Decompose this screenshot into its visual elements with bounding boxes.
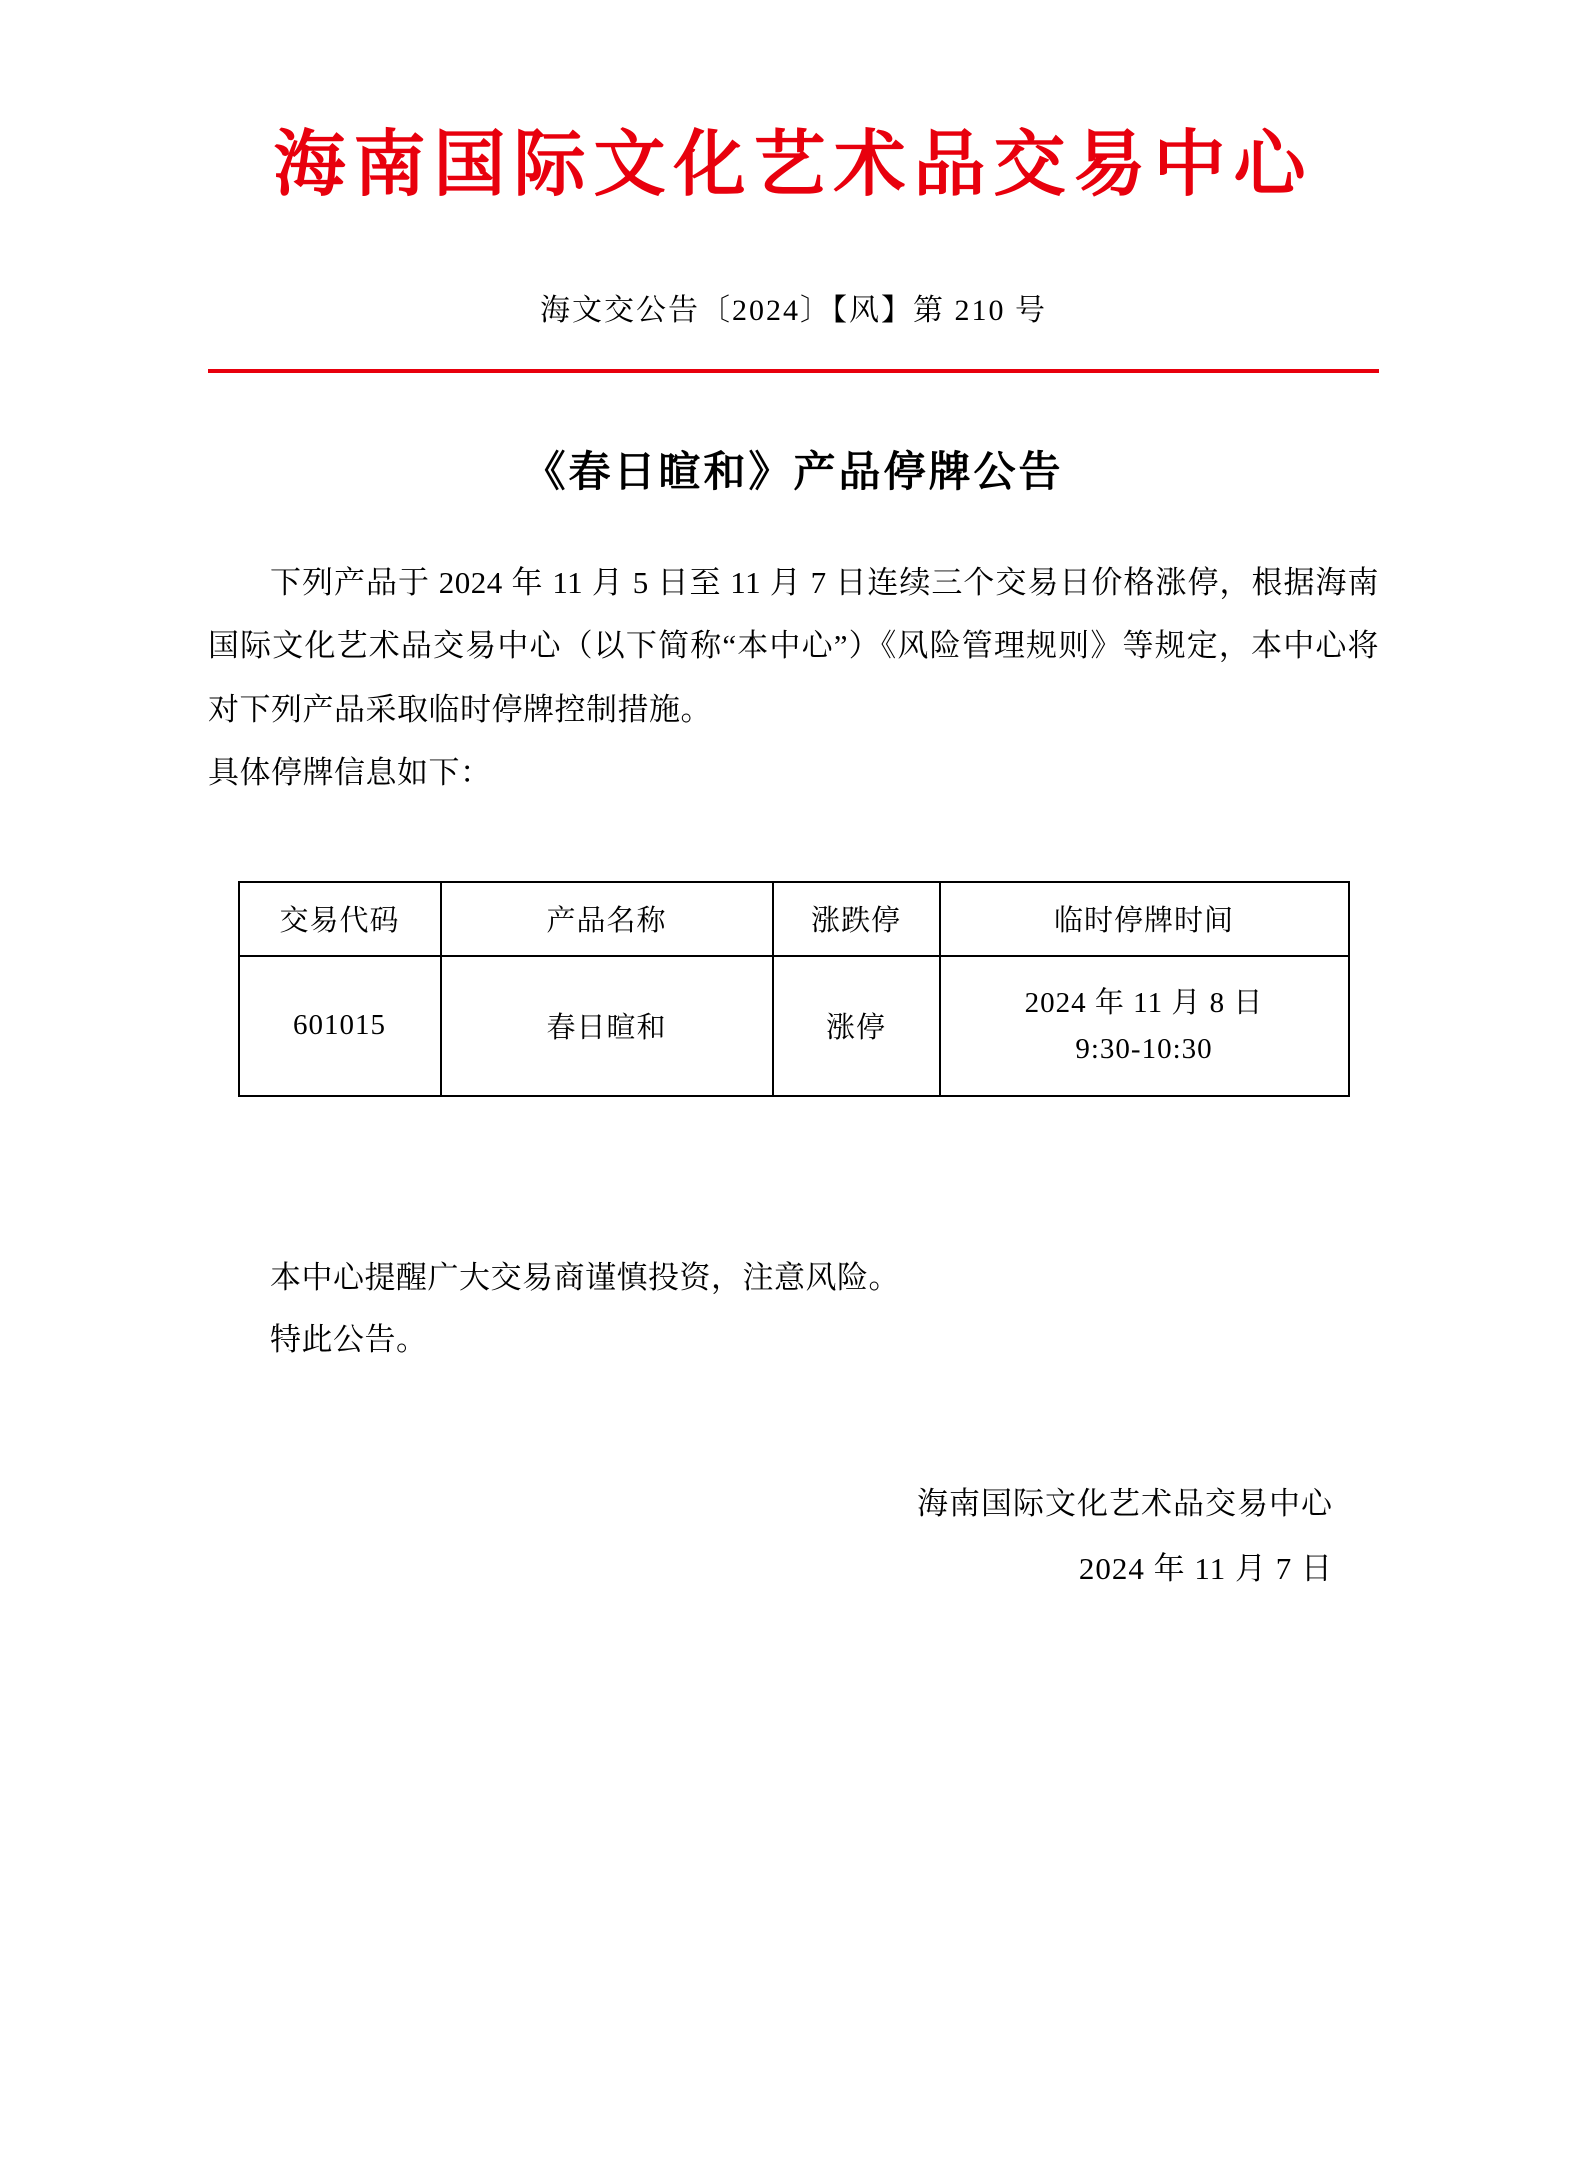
closing-line-1: 本中心提醒广大交易商谨慎投资，注意风险。 — [270, 1259, 900, 1295]
signature-date: 2024 年 11 月 7 日 — [1078, 1551, 1333, 1587]
table-header-product-name: 产品名称 — [441, 882, 773, 956]
cell-product-name: 春日暄和 — [441, 956, 773, 1096]
table-header-limit: 涨跌停 — [773, 882, 940, 956]
table-header-suspension-time: 临时停牌时间 — [940, 882, 1349, 956]
suspension-table-container — [208, 881, 1379, 1097]
signature-block — [208, 1471, 1379, 1601]
document-number: 海文交公告〔2024〕【风】第 210 号 — [540, 293, 1047, 327]
body-paragraph-2: 具体停牌信息如下： — [208, 755, 492, 791]
table-row — [239, 956, 1349, 1096]
closing-text — [208, 1247, 1379, 1371]
masthead-organization-title: 海南国际文化艺术品交易中心 — [273, 125, 1314, 205]
announcement-document — [0, 124, 1587, 2176]
signature-organization: 海南国际文化艺术品交易中心 — [917, 1485, 1333, 1521]
cell-suspension-time — [940, 956, 1349, 1096]
body-paragraph-1: 下列产品于 2024 年 11 月 5 日至 11 月 7 日连续三个交易日价格涨停，根据海南国际文化艺术品交易中心（以下简称“本中心”）《风险管理规则》等规定，本中心将对下列产品采取临时停牌控制措施。 — [208, 564, 1379, 727]
header-red-divider — [208, 369, 1379, 373]
body-text — [208, 551, 1379, 805]
suspension-table — [238, 881, 1350, 1097]
page-title: 《春日暄和》产品停牌公告 — [523, 449, 1064, 496]
cell-price-limit: 涨停 — [773, 956, 940, 1096]
suspension-time-range: 9:30-10:30 — [1075, 1032, 1213, 1065]
cell-trade-code: 601015 — [239, 956, 441, 1096]
suspension-date: 2024 年 11 月 8 日 — [1024, 986, 1264, 1019]
table-header-row — [239, 882, 1349, 956]
table-header-code: 交易代码 — [239, 882, 441, 956]
closing-line-2: 特此公告。 — [270, 1321, 428, 1357]
